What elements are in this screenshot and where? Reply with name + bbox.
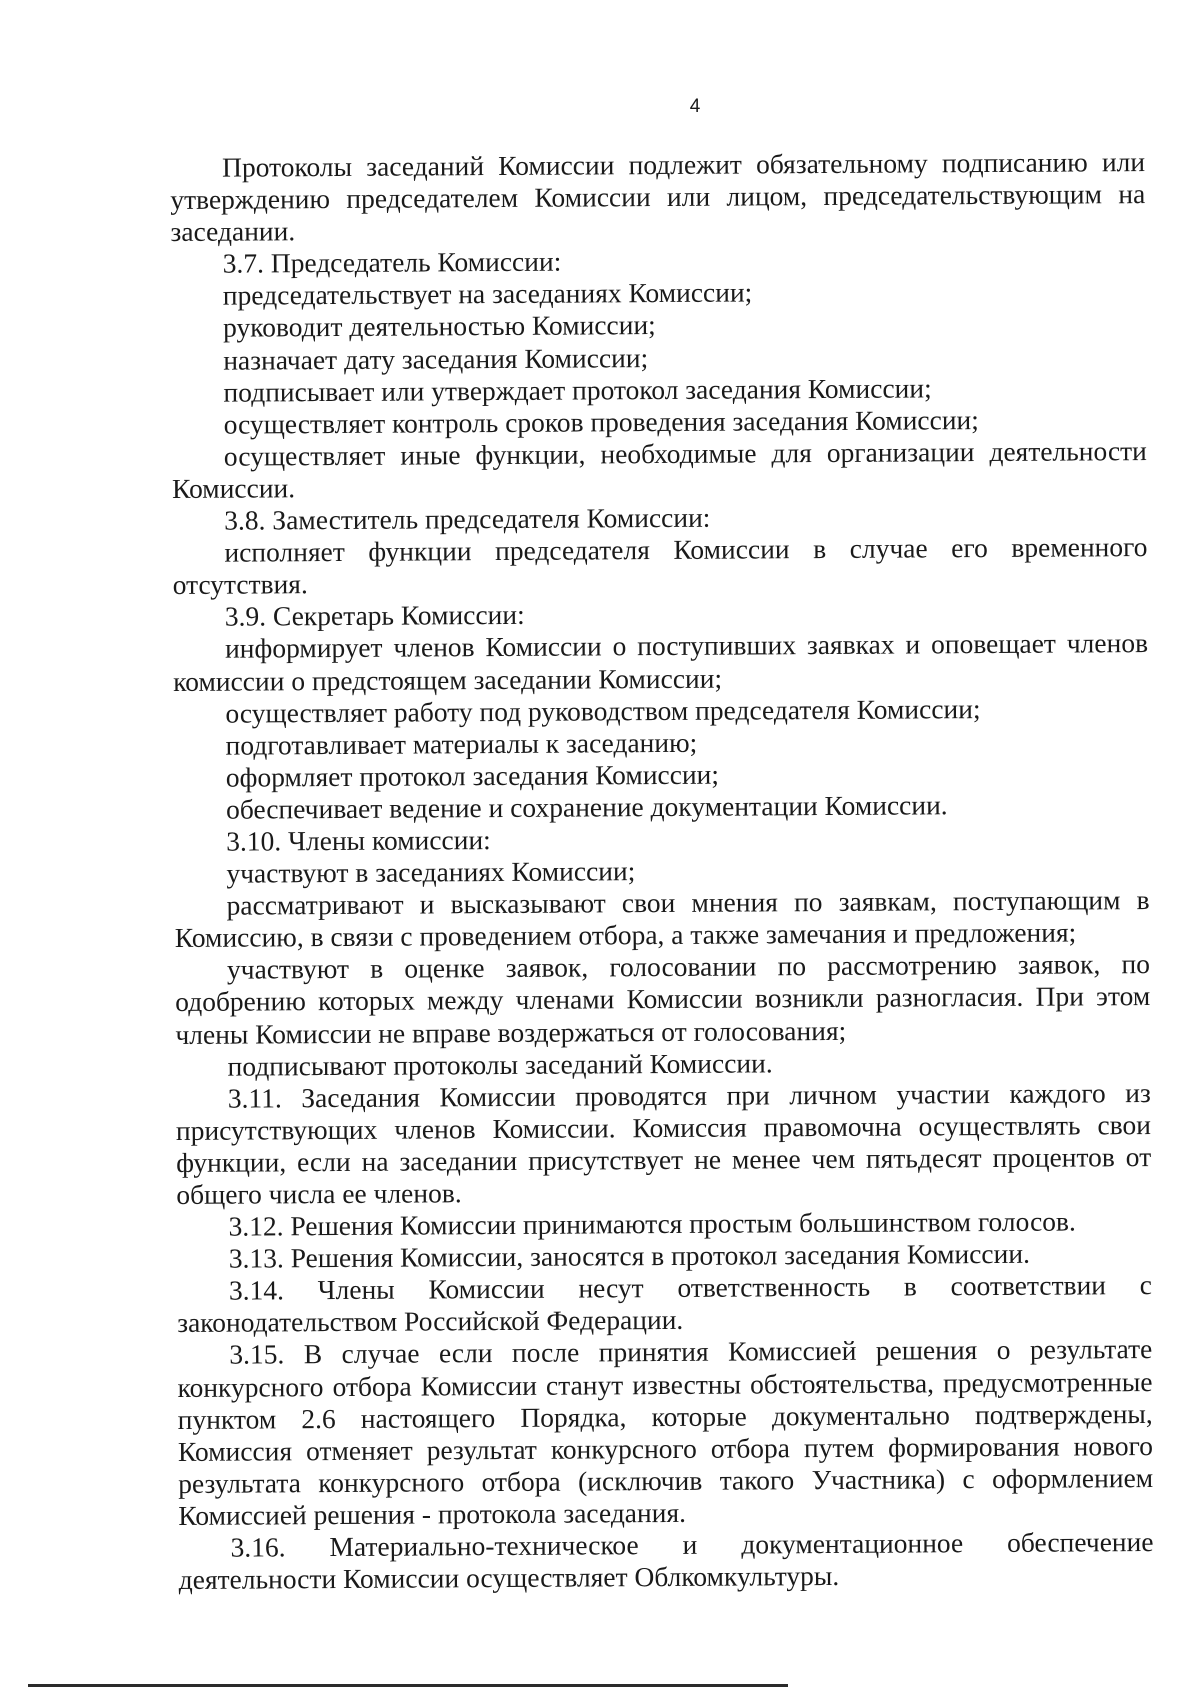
list-item: председательствует на заседаниях Комиссии; bbox=[222, 276, 753, 312]
list-item: исполняет функции председателя Комиссии в случае его временного отсутствия. bbox=[172, 531, 1148, 601]
page-number: 4 bbox=[689, 96, 701, 117]
list-item: оформляет протокол заседания Комиссии; bbox=[225, 758, 720, 793]
list-item: осуществляет контроль сроков проведения заседания Комиссии; bbox=[223, 403, 979, 440]
section-3-16: 3.16. Материально-техническое и документационное обеспечение деятельности Комиссии осуществляет Облкомкультуры. bbox=[178, 1526, 1154, 1596]
list-item: подготавливает материалы к заседанию; bbox=[225, 726, 698, 761]
list-item: информирует членов Комиссии о поступивших заявках и оповещает членов комиссии о предстоящем заседании Комиссии; bbox=[173, 627, 1149, 697]
section-heading-3-10: 3.10. Члены комиссии: bbox=[226, 824, 491, 857]
list-item: руководит деятельностью Комиссии; bbox=[222, 309, 656, 344]
list-item: обеспечивает ведение и сохранение документации Комиссии. bbox=[225, 789, 948, 825]
section-3-11: 3.11. Заседания Комиссии проводятся при личном участии каждого из присутствующих членов Комиссии. Комиссия правомочна осуществлять свои функции, если на заседании присутствует не менее чем пятьдесят процентов от общего числа ее членов. bbox=[175, 1076, 1152, 1210]
section-heading-3-9: 3.9. Секретарь Комиссии: bbox=[224, 599, 525, 632]
section-3-12: 3.12. Решения Комиссии принимаются простым большинством голосов. bbox=[228, 1205, 1076, 1242]
document-body bbox=[170, 146, 1154, 1596]
section-3-15: 3.15. В случае если после принятия Комиссией решения о результате конкурсного отбора Комиссии станут известны обстоятельства, предусмотренные пунктом 2.6 настоящего Порядка, которые документально подтверждены, Комиссия отменяет результат конкурсного отбора путем формирования нового результата конкурсного отбора (исключив такого Участника) с оформлением Комиссией решения - протокола заседания. bbox=[177, 1333, 1154, 1531]
section-3-13: 3.13. Решения Комиссии, заносятся в протокол заседания Комиссии. bbox=[228, 1237, 1030, 1274]
section-heading-3-7: 3.7. Председатель Комиссии: bbox=[222, 245, 562, 279]
list-item: рассматривают и высказывают свои мнения по заявкам, поступающим в Комиссию, в связи с проведением отбора, а также замечания и предложения; bbox=[174, 884, 1150, 954]
list-item: назначает дату заседания Комиссии; bbox=[223, 341, 649, 376]
list-item: участвуют в заседаниях Комиссии; bbox=[226, 855, 636, 889]
list-item: подписывает или утверждает протокол заседания Комиссии; bbox=[223, 372, 932, 408]
section-3-14: 3.14. Члены Комиссии несут ответственность в соответствии с законодательством Российской Федерации. bbox=[177, 1269, 1153, 1339]
list-item: подписывают протоколы заседаний Комиссии. bbox=[227, 1046, 773, 1082]
list-item: осуществляет работу под руководством председателя Комиссии; bbox=[225, 692, 981, 729]
section-heading-3-8: 3.8. Заместитель председателя Комиссии: bbox=[224, 501, 711, 536]
bottom-rule bbox=[28, 1684, 788, 1687]
list-item: осуществляет иные функции, необходимые для организации деятельности Комиссии. bbox=[171, 434, 1147, 504]
paragraph: Протоколы заседаний Комиссии подлежит обязательному подписанию или утверждению председателем Комиссии или лицом, председательствующим на заседании. bbox=[170, 146, 1146, 248]
list-item: участвуют в оценке заявок, голосовании по рассмотрению заявок, по одобрению которых между членами Комиссии возникли разногласия. При этом члены Комиссии не вправе воздержаться от голосования; bbox=[175, 948, 1151, 1050]
